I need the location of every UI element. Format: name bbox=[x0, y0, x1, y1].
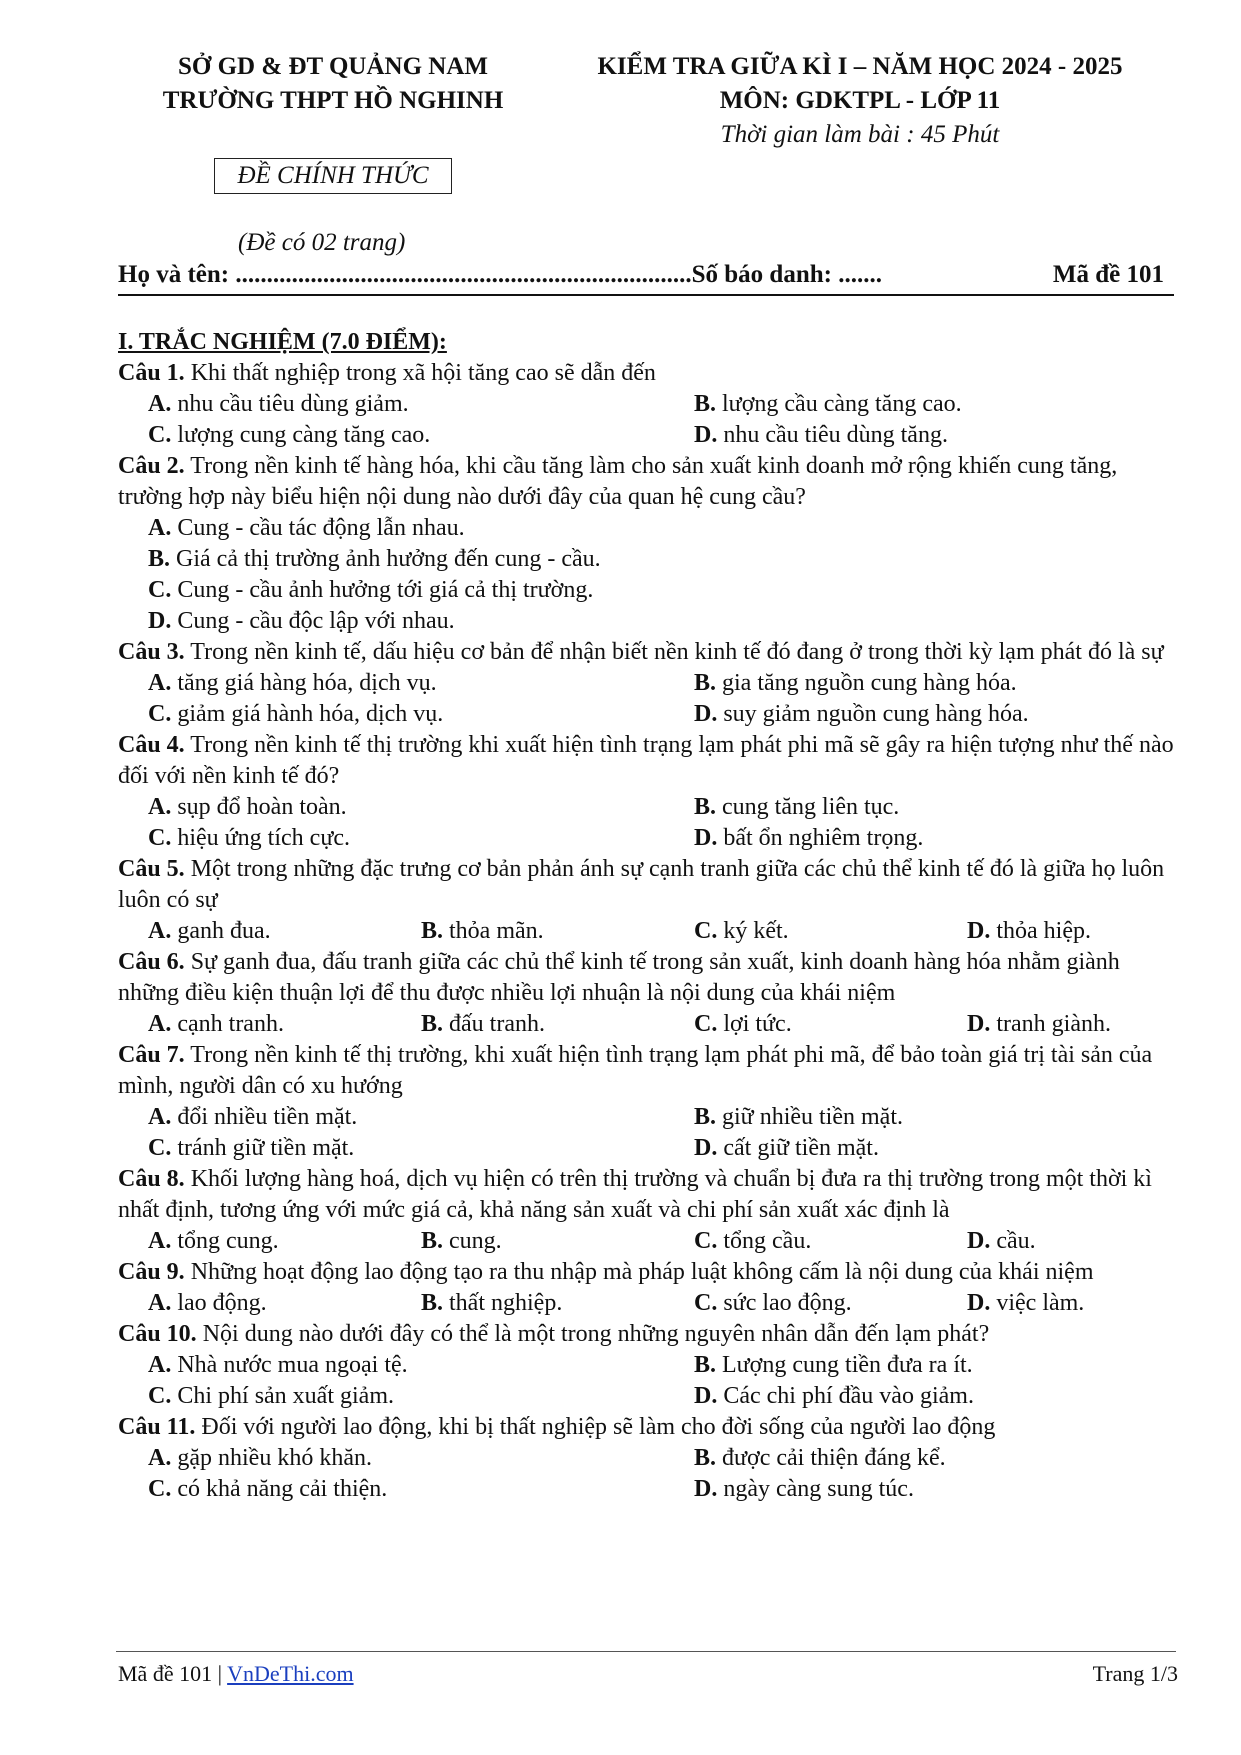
question-number: Câu 4. bbox=[118, 732, 185, 758]
question-block bbox=[118, 947, 1178, 1040]
answer-option bbox=[421, 1009, 694, 1040]
exam-title: KIỂM TRA GIỮA KÌ I – NĂM HỌC 2024 - 2025 bbox=[597, 53, 1123, 80]
question-text: Trong nền kinh tế, dấu hiệu cơ bản để nhận biết nền kinh tế đó đang ở trong thời kỳ lạm phát đó là sự bbox=[184, 639, 1164, 665]
answer-option bbox=[694, 420, 1208, 451]
exam-code: Mã đề 101 bbox=[1052, 261, 1164, 288]
answer-options bbox=[118, 1350, 1178, 1412]
option-text: lao động. bbox=[171, 1290, 267, 1316]
option-letter: D. bbox=[694, 701, 718, 727]
option-letter: D. bbox=[967, 1290, 991, 1316]
option-letter: B. bbox=[421, 1228, 444, 1254]
question-stem bbox=[118, 1319, 1178, 1350]
answer-options bbox=[118, 668, 1178, 730]
option-letter: A. bbox=[148, 670, 172, 696]
option-letter: D. bbox=[967, 1228, 991, 1254]
option-text: cung. bbox=[443, 1228, 502, 1254]
answer-option bbox=[148, 513, 1178, 544]
option-letter: A. bbox=[148, 794, 172, 820]
option-letter: A. bbox=[148, 515, 172, 541]
question-text: Trong nền kinh tế hàng hóa, khi cầu tăng làm cho sản xuất kinh doanh mở rộng khiến cung tăng, trường hợp này biểu hiện nội dung nào dưới đây của quan hệ cung cầu? bbox=[118, 453, 1118, 510]
option-text: tăng giá hàng hóa, dịch vụ. bbox=[171, 670, 437, 696]
section-title: I. TRẮC NGHIỆM (7.0 ĐIỂM): bbox=[118, 329, 447, 355]
question-text: Sự ganh đua, đấu tranh giữa các chủ thể kinh tế trong sản xuất, kinh doanh hàng hóa nhằm giành những điều kiện thuận lợi để thu được nhiều lợi nhuận là nội dung của khái niệm bbox=[118, 949, 1120, 1006]
option-text: cất giữ tiền mặt. bbox=[717, 1135, 879, 1161]
answer-option bbox=[694, 699, 1208, 730]
option-text: việc làm. bbox=[990, 1290, 1085, 1316]
option-letter: D. bbox=[148, 608, 172, 634]
question-stem bbox=[118, 1412, 1178, 1443]
answer-options bbox=[118, 916, 1178, 947]
option-text: tổng cung. bbox=[171, 1228, 279, 1254]
option-letter: D. bbox=[967, 918, 991, 944]
question-text: Một trong những đặc trưng cơ bản phản ánh sự cạnh tranh giữa các chủ thể kinh tế đó là giữa họ luôn luôn có sự bbox=[118, 856, 1165, 913]
option-text: ký kết. bbox=[717, 918, 789, 944]
answer-option bbox=[148, 1102, 694, 1133]
option-text: tranh giành. bbox=[990, 1011, 1111, 1037]
option-letter: C. bbox=[694, 1011, 718, 1037]
question-text: Những hoạt động lao động tạo ra thu nhập mà pháp luật không cấm là nội dung của khái niệm bbox=[184, 1259, 1094, 1285]
option-letter: C. bbox=[694, 1290, 718, 1316]
answer-option bbox=[967, 1226, 1208, 1257]
answer-option bbox=[694, 1443, 1208, 1474]
question-block bbox=[118, 854, 1178, 947]
answer-option bbox=[694, 1133, 1208, 1164]
option-text: Các chi phí đầu vào giảm. bbox=[717, 1383, 974, 1409]
option-letter: D. bbox=[967, 1011, 991, 1037]
answer-option bbox=[694, 916, 967, 947]
subject-line: MÔN: GDKTPL - LỚP 11 bbox=[719, 87, 1001, 114]
answer-option bbox=[148, 1350, 694, 1381]
answer-option bbox=[694, 823, 1208, 854]
option-text: nhu cầu tiêu dùng tăng. bbox=[717, 422, 948, 448]
student-info-line bbox=[118, 258, 1174, 296]
option-text: thỏa mãn. bbox=[443, 918, 544, 944]
option-text: ganh đua. bbox=[171, 918, 271, 944]
exam-content bbox=[118, 327, 1178, 1505]
option-letter: B. bbox=[694, 794, 717, 820]
question-stem bbox=[118, 451, 1178, 513]
answer-option bbox=[148, 1226, 421, 1257]
option-letter: B. bbox=[694, 391, 717, 417]
answer-option bbox=[694, 1226, 967, 1257]
answer-option bbox=[148, 544, 1178, 575]
question-stem bbox=[118, 1164, 1178, 1226]
pages-note: (Đề có 02 trang) bbox=[238, 229, 406, 256]
question-stem bbox=[118, 358, 1178, 389]
option-text: cạnh tranh. bbox=[171, 1011, 284, 1037]
question-block bbox=[118, 451, 1178, 637]
option-letter: A. bbox=[148, 1352, 172, 1378]
answer-option bbox=[148, 699, 694, 730]
answer-option bbox=[148, 823, 694, 854]
answer-option bbox=[148, 575, 1178, 606]
answer-option bbox=[694, 1381, 1208, 1412]
option-text: đấu tranh. bbox=[443, 1011, 545, 1037]
option-text: đổi nhiều tiền mặt. bbox=[171, 1104, 358, 1130]
option-text: nhu cầu tiêu dùng giảm. bbox=[171, 391, 409, 417]
option-text: có khả năng cải thiện. bbox=[171, 1476, 388, 1502]
dept-name: SỞ GD & ĐT QUẢNG NAM bbox=[178, 53, 488, 80]
answer-options bbox=[118, 1102, 1178, 1164]
option-text: Cung - cầu tác động lẫn nhau. bbox=[171, 515, 465, 541]
answer-option bbox=[421, 1288, 694, 1319]
question-number: Câu 9. bbox=[118, 1259, 185, 1285]
question-text: Trong nền kinh tế thị trường khi xuất hiện tình trạng lạm phát phi mã sẽ gây ra hiện tượng như thế nào đối với nền kinh tế đó? bbox=[118, 732, 1174, 789]
option-letter: A. bbox=[148, 391, 172, 417]
answer-options bbox=[118, 389, 1178, 451]
question-block bbox=[118, 730, 1178, 854]
option-text: ngày càng sung túc. bbox=[717, 1476, 914, 1502]
answer-option bbox=[967, 1288, 1208, 1319]
option-text: gia tăng nguồn cung hàng hóa. bbox=[716, 670, 1017, 696]
sbd-label: Số báo danh: ....... bbox=[691, 261, 882, 288]
option-letter: C. bbox=[148, 1476, 172, 1502]
option-letter: B. bbox=[148, 546, 171, 572]
option-letter: A. bbox=[148, 918, 172, 944]
footer bbox=[118, 1660, 1178, 1688]
question-list bbox=[118, 358, 1178, 1505]
option-letter: C. bbox=[148, 577, 172, 603]
option-text: lượng cầu càng tăng cao. bbox=[716, 391, 962, 417]
option-letter: C. bbox=[148, 422, 172, 448]
answer-options bbox=[118, 1009, 1178, 1040]
question-text: Trong nền kinh tế thị trường, khi xuất hiện tình trạng lạm phát phi mã, để bảo toàn giá trị tài sản của mình, người dân có xu hướng bbox=[118, 1042, 1153, 1099]
answer-option bbox=[694, 1009, 967, 1040]
question-number: Câu 5. bbox=[118, 856, 185, 882]
answer-option bbox=[694, 1350, 1208, 1381]
option-text: lợi tức. bbox=[717, 1011, 792, 1037]
answer-option bbox=[148, 916, 421, 947]
answer-option bbox=[967, 1009, 1208, 1040]
question-number: Câu 2. bbox=[118, 453, 185, 479]
option-letter: D. bbox=[694, 1135, 718, 1161]
answer-option bbox=[967, 916, 1208, 947]
option-letter: B. bbox=[694, 670, 717, 696]
option-text: giữ nhiều tiền mặt. bbox=[716, 1104, 903, 1130]
name-label: Họ và tên: ......................................................................... bbox=[118, 261, 692, 288]
answer-option bbox=[148, 1474, 694, 1505]
option-text: thất nghiệp. bbox=[443, 1290, 563, 1316]
answer-option bbox=[148, 1381, 694, 1412]
answer-option bbox=[148, 1009, 421, 1040]
option-letter: B. bbox=[694, 1445, 717, 1471]
school-name: TRƯỜNG THPT HỒ NGHINH bbox=[162, 87, 504, 114]
question-stem bbox=[118, 637, 1178, 668]
option-letter: B. bbox=[421, 918, 444, 944]
answer-option bbox=[694, 1474, 1208, 1505]
option-text: thỏa hiệp. bbox=[990, 918, 1091, 944]
question-stem bbox=[118, 730, 1178, 792]
question-block bbox=[118, 1412, 1178, 1505]
option-text: được cải thiện đáng kể. bbox=[716, 1445, 946, 1471]
answer-options bbox=[118, 513, 1178, 637]
option-letter: B. bbox=[421, 1011, 444, 1037]
answer-option bbox=[148, 1133, 694, 1164]
answer-option bbox=[694, 668, 1208, 699]
answer-option bbox=[148, 1443, 694, 1474]
footer-code: Mã đề 101 | bbox=[118, 1661, 228, 1686]
option-letter: C. bbox=[694, 1228, 718, 1254]
option-letter: D. bbox=[694, 825, 718, 851]
question-number: Câu 8. bbox=[118, 1166, 185, 1192]
question-text: Đối với người lao động, khi bị thất nghiệp sẽ làm cho đời sống của người lao động bbox=[195, 1414, 996, 1440]
option-text: sức lao động. bbox=[717, 1290, 852, 1316]
option-text: Cung - cầu độc lập với nhau. bbox=[171, 608, 455, 634]
answer-option bbox=[148, 1288, 421, 1319]
option-text: giảm giá hành hóa, dịch vụ. bbox=[171, 701, 444, 727]
answer-option bbox=[148, 668, 694, 699]
question-number: Câu 11. bbox=[118, 1414, 196, 1440]
option-letter: A. bbox=[148, 1228, 172, 1254]
option-letter: A. bbox=[148, 1445, 172, 1471]
option-letter: C. bbox=[694, 918, 718, 944]
question-number: Câu 1. bbox=[118, 360, 185, 386]
option-letter: A. bbox=[148, 1011, 172, 1037]
answer-option bbox=[421, 1226, 694, 1257]
option-text: gặp nhiều khó khăn. bbox=[171, 1445, 372, 1471]
question-text: Nội dung nào dưới đây có thể là một trong những nguyên nhân dẫn đến lạm phát? bbox=[196, 1321, 990, 1347]
option-text: Giá cả thị trường ảnh hưởng đến cung - cầu. bbox=[170, 546, 601, 572]
question-block bbox=[118, 637, 1178, 730]
option-letter: C. bbox=[148, 701, 172, 727]
footer-link[interactable]: VnDeThi.com bbox=[227, 1661, 354, 1686]
answer-option bbox=[148, 389, 694, 420]
option-letter: C. bbox=[148, 1135, 172, 1161]
option-letter: B. bbox=[694, 1352, 717, 1378]
option-letter: D. bbox=[694, 422, 718, 448]
question-stem bbox=[118, 947, 1178, 1009]
official-label: ĐỀ CHÍNH THỨC bbox=[214, 158, 452, 194]
footer-divider bbox=[116, 1651, 1176, 1652]
question-block bbox=[118, 1319, 1178, 1412]
option-text: tổng cầu. bbox=[717, 1228, 812, 1254]
option-letter: A. bbox=[148, 1290, 172, 1316]
option-text: Nhà nước mua ngoại tệ. bbox=[171, 1352, 408, 1378]
option-letter: C. bbox=[148, 825, 172, 851]
option-text: bất ổn nghiêm trọng. bbox=[717, 825, 924, 851]
question-text: Khi thất nghiệp trong xã hội tăng cao sẽ dẫn đến bbox=[184, 360, 656, 386]
option-letter: C. bbox=[148, 1383, 172, 1409]
answer-option bbox=[694, 792, 1208, 823]
question-stem bbox=[118, 854, 1178, 916]
answer-option bbox=[694, 1102, 1208, 1133]
answer-options bbox=[118, 1288, 1178, 1319]
option-text: suy giảm nguồn cung hàng hóa. bbox=[717, 701, 1029, 727]
question-number: Câu 7. bbox=[118, 1042, 185, 1068]
question-block bbox=[118, 358, 1178, 451]
option-letter: D. bbox=[694, 1383, 718, 1409]
question-number: Câu 10. bbox=[118, 1321, 197, 1347]
option-text: sụp đổ hoàn toàn. bbox=[171, 794, 347, 820]
option-letter: D. bbox=[694, 1476, 718, 1502]
option-letter: B. bbox=[421, 1290, 444, 1316]
option-text: lượng cung càng tăng cao. bbox=[171, 422, 431, 448]
option-text: Chi phí sản xuất giảm. bbox=[171, 1383, 394, 1409]
option-text: Lượng cung tiền đưa ra ít. bbox=[716, 1352, 973, 1378]
answer-options bbox=[118, 1443, 1178, 1505]
question-block bbox=[118, 1040, 1178, 1164]
answer-option bbox=[694, 389, 1208, 420]
option-text: tránh giữ tiền mặt. bbox=[171, 1135, 355, 1161]
question-block bbox=[118, 1164, 1178, 1257]
answer-options bbox=[118, 1226, 1178, 1257]
question-number: Câu 6. bbox=[118, 949, 185, 975]
option-text: Cung - cầu ảnh hưởng tới giá cả thị trường. bbox=[171, 577, 594, 603]
duration: Thời gian làm bài : 45 Phút bbox=[720, 121, 1000, 148]
option-text: cầu. bbox=[990, 1228, 1036, 1254]
answer-option bbox=[421, 916, 694, 947]
page-number: Trang 1/3 bbox=[1092, 1661, 1178, 1686]
question-number: Câu 3. bbox=[118, 639, 185, 665]
answer-option bbox=[148, 606, 1178, 637]
answer-option bbox=[148, 420, 694, 451]
answer-option bbox=[694, 1288, 967, 1319]
answer-options bbox=[118, 792, 1178, 854]
question-block bbox=[118, 1257, 1178, 1319]
option-text: cung tăng liên tục. bbox=[716, 794, 900, 820]
question-stem bbox=[118, 1040, 1178, 1102]
option-letter: A. bbox=[148, 1104, 172, 1130]
option-text: hiệu ứng tích cực. bbox=[171, 825, 350, 851]
question-stem bbox=[118, 1257, 1178, 1288]
answer-option bbox=[148, 792, 694, 823]
option-letter: B. bbox=[694, 1104, 717, 1130]
question-text: Khối lượng hàng hoá, dịch vụ hiện có trên thị trường và chuẩn bị đưa ra thị trường trong một thời kì nhất định, tương ứng với mức giá cả, khả năng sản xuất và chi phí sản xuất xác định là bbox=[118, 1166, 1152, 1223]
